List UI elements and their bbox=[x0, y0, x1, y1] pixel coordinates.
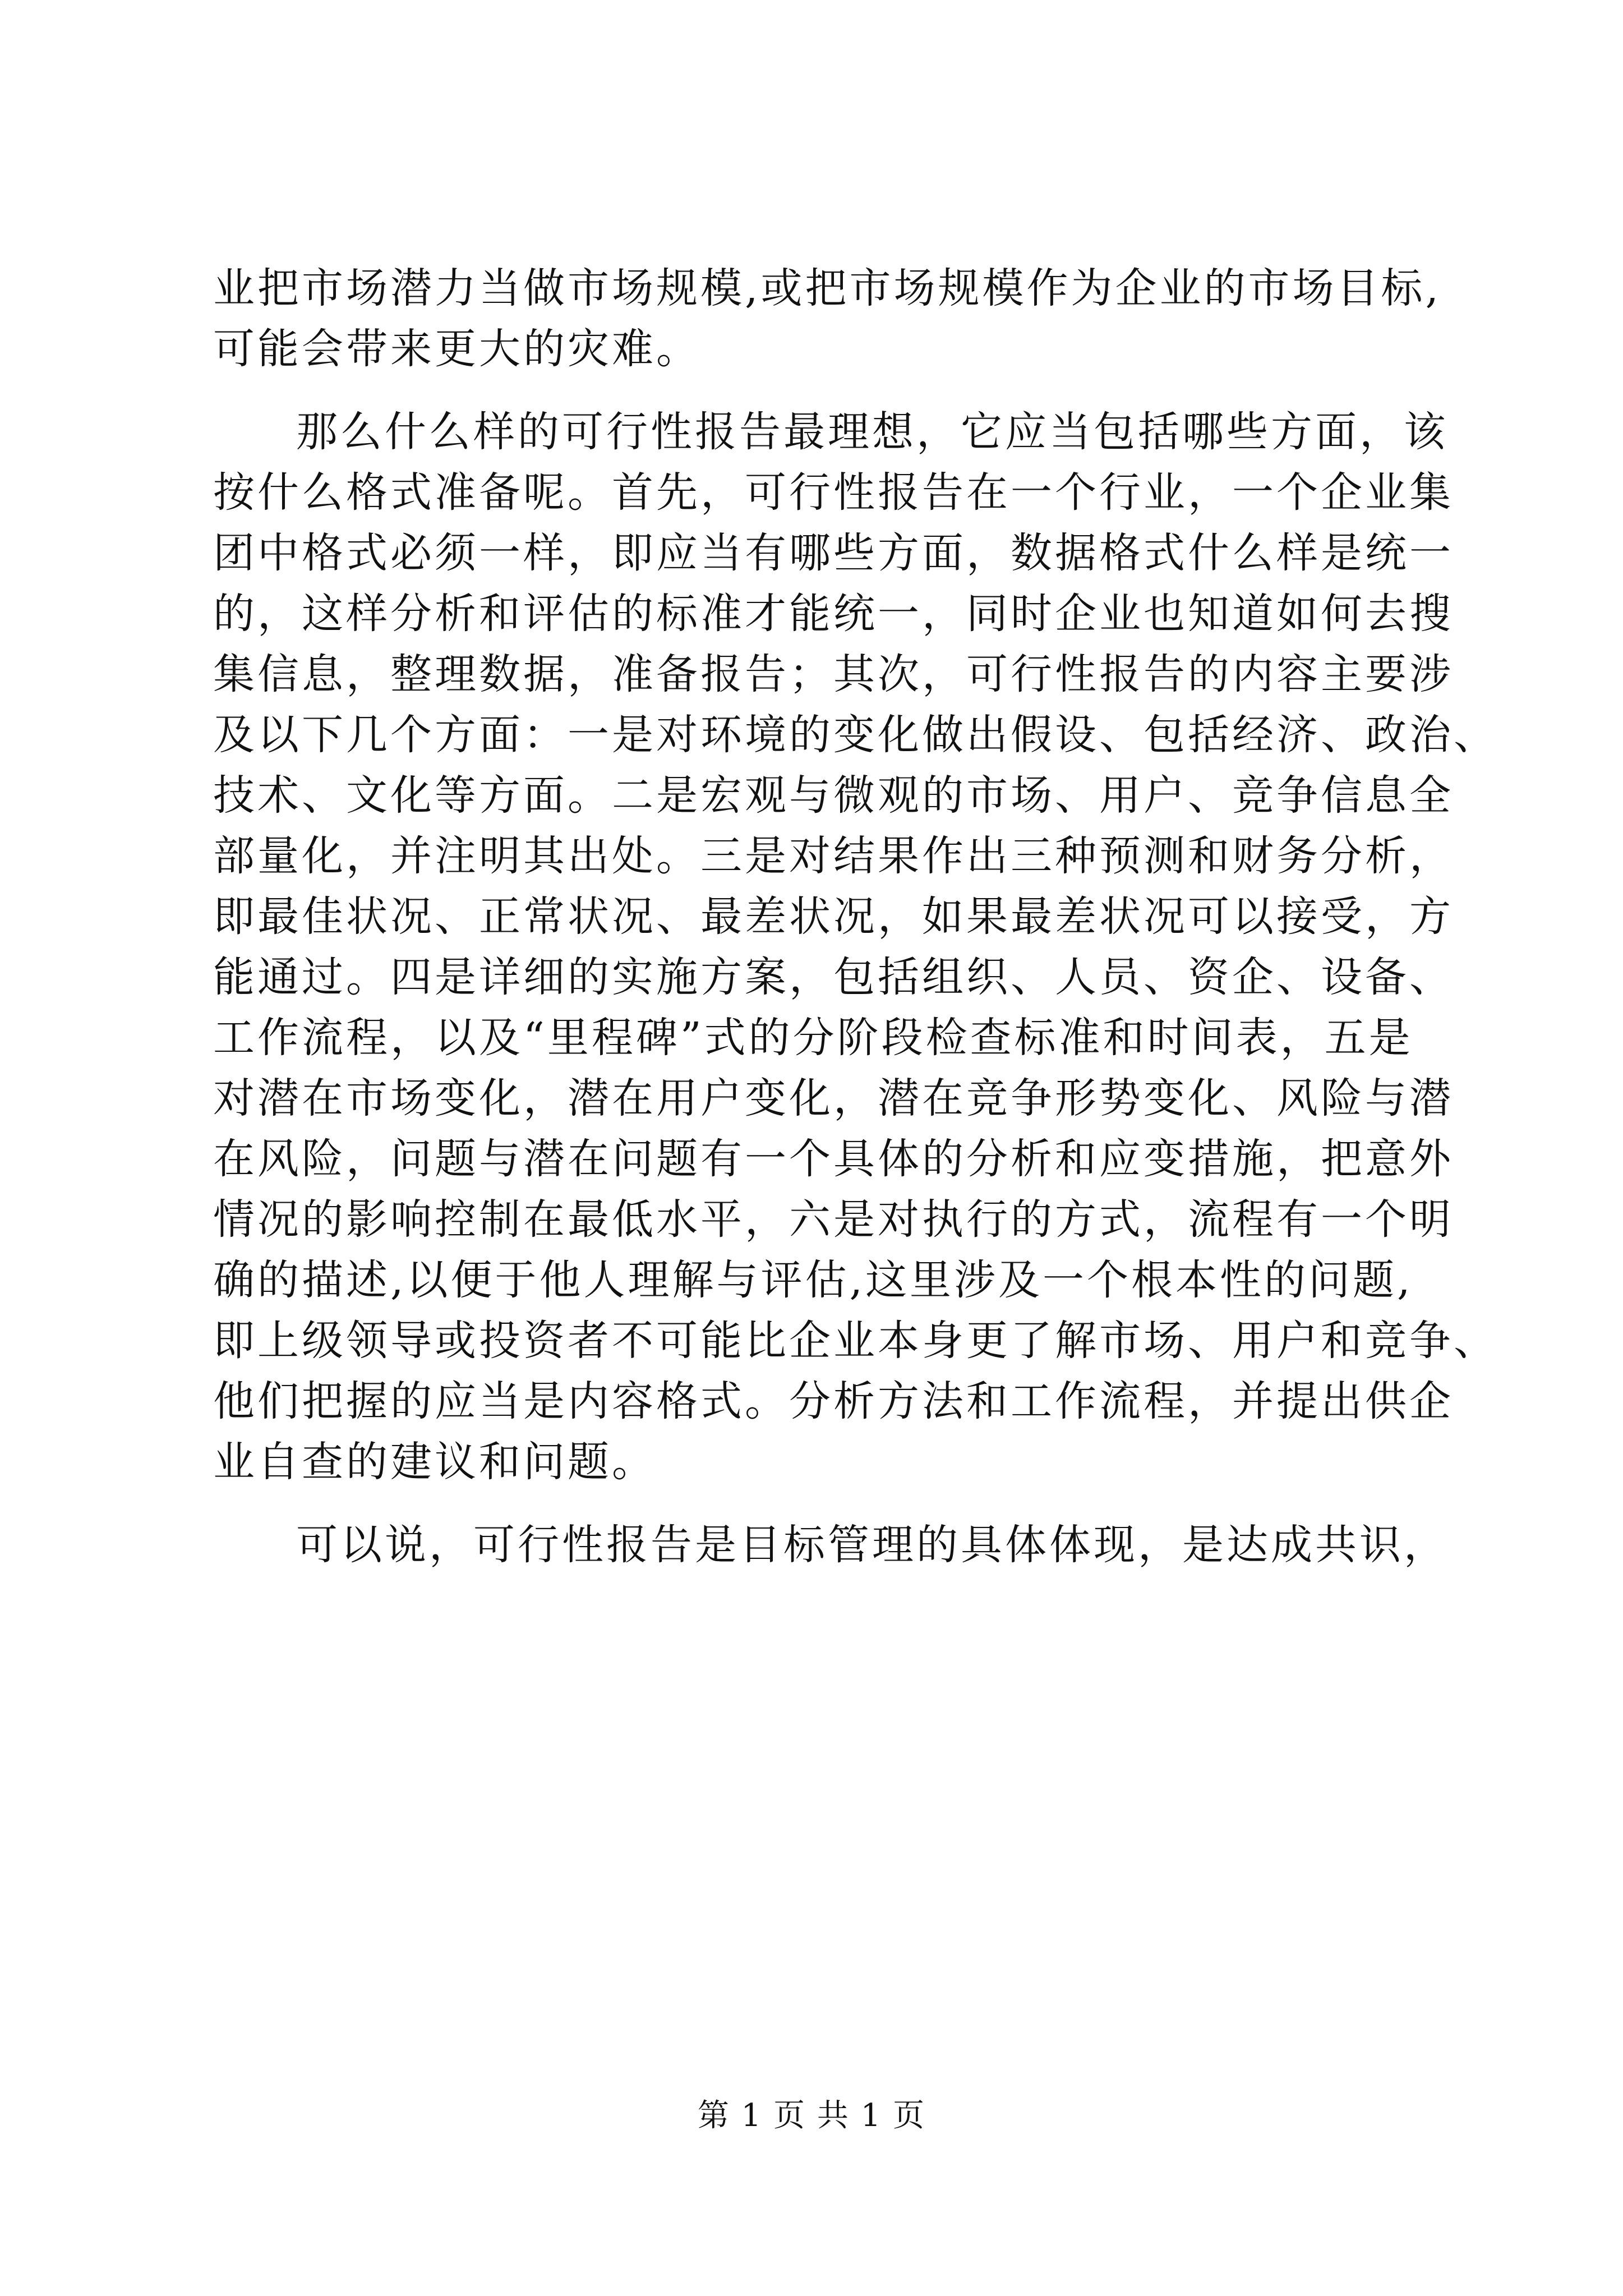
paragraph-2-line-9: 即最佳状况、正常状况、最差状况，如果最差状况可以接受，方 bbox=[213, 892, 1454, 941]
paragraph-2-line-11: 工作流程，以及“里程碑”式的分阶段检查标准和时间表，五是 bbox=[213, 1014, 1413, 1062]
paragraph-spacer bbox=[213, 379, 1436, 402]
paragraph-2-line-14: 情况的影响控制在最低水平，六是对执行的方式，流程有一个明 bbox=[213, 1195, 1454, 1244]
paragraph-2-line-18: 业自查的建议和问题。 bbox=[213, 1438, 656, 1486]
paragraph-2-line-17: 他们把握的应当是内容格式。分析方法和工作流程，并提出供企 bbox=[213, 1377, 1454, 1425]
document-body bbox=[213, 258, 1498, 1575]
paragraph-2-line-6: 及以下几个方面：一是对环境的变化做出假设、包括经济、政治、 bbox=[213, 711, 1498, 759]
paragraph-2-line-15: 确的描述,以便于他人理解与评估,这里涉及一个根本性的问题, bbox=[213, 1256, 1413, 1304]
paragraph-2-line-8: 部量化，并注明其出处。三是对结果作出三种预测和财务分析， bbox=[213, 832, 1454, 880]
paragraph-2-line-10: 能通过。四是详细的实施方案，包括组织、人员、资企、设备、 bbox=[213, 953, 1454, 1001]
paragraph-2-line-2: 按什么格式准备呢。首先，可行性报告在一个行业，一个企业集 bbox=[213, 468, 1454, 517]
page-footer: 第 1 页 共 1 页 bbox=[697, 2097, 926, 2134]
paragraph-2-line-13: 在风险，问题与潜在问题有一个具体的分析和应变措施，把意外 bbox=[213, 1135, 1454, 1183]
paragraph-2-line-7: 技术、文化等方面。二是宏观与微观的市场、用户、竞争信息全 bbox=[213, 771, 1454, 820]
paragraph-2-line-12: 对潜在市场变化，潜在用户变化，潜在竞争形势变化、风险与潜 bbox=[213, 1074, 1454, 1122]
paragraph-2-line-1: 那么什么样的可行性报告最理想，它应当包括哪些方面，该 bbox=[296, 408, 1448, 456]
paragraph-spacer bbox=[213, 1492, 1436, 1515]
paragraph-1-line-2: 可能会带来更大的灾难。 bbox=[213, 325, 700, 373]
paragraph-3-line-1: 可以说，可行性报告是目标管理的具体体现，是达成共识， bbox=[296, 1521, 1448, 1569]
paragraph-1-line-1: 业把市场潜力当做市场规模,或把市场规模作为企业的市场目标, bbox=[213, 264, 1442, 312]
paragraph-2-line-16: 即上级领导或投资者不可能比企业本身更了解市场、用户和竞争、 bbox=[213, 1317, 1498, 1365]
paragraph-2-line-3: 团中格式必须一样，即应当有哪些方面，数据格式什么样是统一 bbox=[213, 529, 1454, 577]
paragraph-2-line-4: 的，这样分析和评估的标准才能统一，同时企业也知道如何去搜 bbox=[213, 590, 1454, 638]
paragraph-2-line-5: 集信息，整理数据，准备报告；其次，可行性报告的内容主要涉 bbox=[213, 650, 1454, 698]
